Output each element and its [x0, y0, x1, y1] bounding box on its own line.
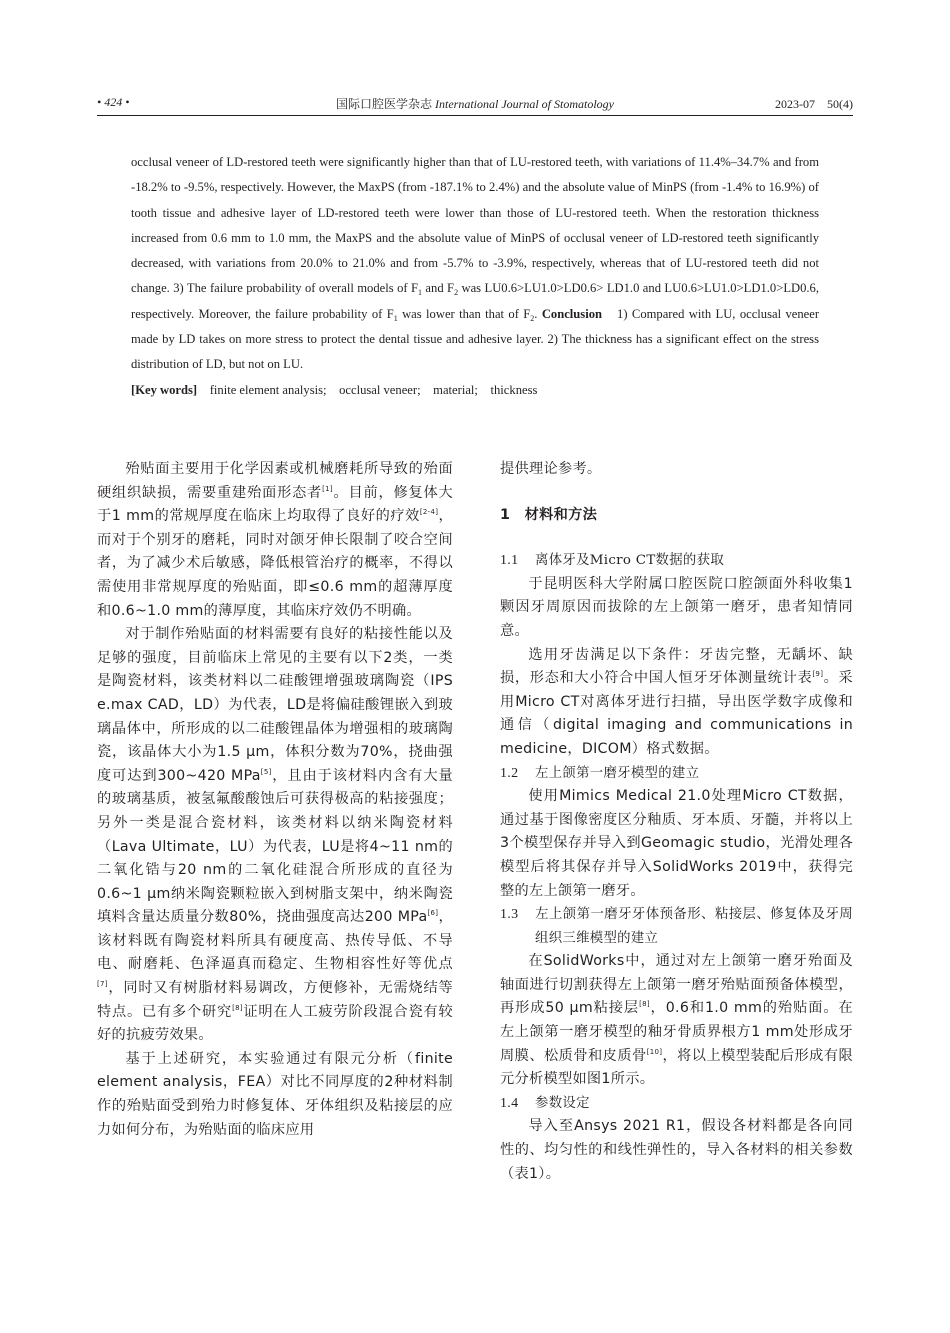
paragraph-1-1: 于昆明医科大学附属口腔医院口腔颌面外科收集1颗因牙周原因而拔除的左上颌第一磨牙，患者知情同意。 — [500, 575, 853, 639]
intro-paragraph-1: 殆贴面主要用于化学因素或机械磨耗所导致的殆面硬组织缺损，需要重建殆面形态者[1]。目前，修复体大于1 mm的常规厚度在临床上均取得了良好的疗效[2-4]，而对于个别牙的磨耗，同时对颌牙伸长限制了咬合空间者，为了减少术后敏感，降低根管治疗的概率，不得以需使用非常规厚度的殆贴面，即≤0.6 mm的超薄厚度和0.6~1.0 mm的薄厚度，其临床疗效仍不明确。 — [97, 461, 453, 619]
subsection-heading-1-1: 1.1 离体牙及Micro CT数据的获取 — [500, 553, 725, 569]
citation: [1] — [322, 484, 333, 493]
abstract-results-paragraph: occlusal veneer of LD-restored teeth were significantly higher than that of LU-restored teeth, with variations of 11.4%–34.7% and from -18.2% to -9.5%, respectively. However, the MaxPS (from -187.1% to 2.4%) and the absolute value of MinPS (from -1.4% to 16.9%) of tooth tissue and adhesive layer of LD-restored teeth were lower than those of LU-restored teeth. When the restoration thickness increased from 0.6 mm to 1.0 mm, the MaxPS and the absolute value of MinPS of occlusal veneer of LD-restored teeth significantly decreased, with variations from 20.0% to 21.0% and from -5.7% to -3.9%, respectively, whereas that of LU-restored teeth did not change. 3) The failure probability of overall models of $F_1$ and $F_2$ was LU0.6>LU1.0>LD0.6> LD1.0 and LU0.6>LU1.0>LD1.0>LD0.6, respectively. Moreover, the failure probability of $F_1$ was lower than that of $F_2$. Conclusion 1) Compared with LU, occlusal veneer made by LD takes on more stress to protect the dental tissue and adhesive layer. 2) The thickness has a significant effect on the stress distribution of LD, but not on LU. — [131, 155, 820, 372]
journal-title — [97, 95, 853, 112]
citation: [8] — [639, 1000, 650, 1009]
header-rule — [97, 115, 853, 116]
keywords-label: [Key words] — [131, 382, 198, 397]
intro-paragraph-3: 基于上述研究，本实验通过有限元分析（finite element analysis，FEA）对比不同厚度的2种材料制作的殆贴面受到殆力时修复体、牙体组织及粘接层的应力如何分布，为殆贴面的临床应用 — [97, 1050, 453, 1138]
citation: [9] — [812, 670, 824, 679]
journal-title-cn: 国际口腔医学杂志 — [335, 97, 432, 111]
journal-title-en: International Journal of Stomatology — [435, 97, 614, 111]
citation: [10] — [646, 1047, 663, 1056]
page-header — [97, 95, 853, 115]
section-heading-methods: 1 材料和方法 — [500, 506, 598, 523]
paragraph-1-4: 导入至Ansys 2021 R1，假设各材料都是各向同性的、均匀性的和线性弹性的，导入各材料的相关参数（表1）。 — [500, 1118, 853, 1182]
paragraph-1-2: 使用Mimics Medical 21.0处理Micro CT数据，通过基于图像密度区分釉质、牙本质、牙髓，并将以上3个模型保存并导入到Geomagic studio，光滑处理各模型后将其保存并导入SolidWorks 2019中，获得完整的左上颌第一磨牙。 — [500, 788, 853, 899]
page-number: • 424 • — [97, 95, 130, 109]
subsection-heading-1-3: 1.3 左上颌第一磨牙牙体预备形、粘接层、修复体及牙周组织三维模型的建立 — [500, 907, 853, 946]
citation: [7] — [97, 980, 108, 989]
intro-paragraph-2: 对于制作殆贴面的材料需要有良好的粘接性能以及足够的强度，目前临床上常见的主要有以下2类，一类是陶瓷材料，该类材料以二硅酸锂增强玻璃陶瓷（IPS e.max CAD，LD）为代表，LD是将偏硅酸锂嵌入到玻璃晶体中，所形成的以二硅酸锂晶体为增强相的玻璃陶瓷，该晶体大小为1.5 μm，体积分数为70%，挠曲强度可达到300~420 MPa[5]，且由于该材料内含有大量的玻璃基质，被氢氟酸酸蚀后可获得极高的粘接强度；另外一类是混合瓷材料，该类材料以纳米陶瓷材料（Lava Ultimate，LU）为代表，LU是将4~11 nm的二氧化锆与20 nm的二氧化硅混合所形成的直径为0.6~1 μm纳米陶瓷颗粒嵌入到树脂支架中，纳米陶瓷填料含量达质量分数80%，挠曲强度高达200 MPa[6]，该材料既有陶瓷材料所具有硬度高、热传导低、不导电、耐磨耗、色泽逼真而稳定、生物相容性好等优点[7]，同时又有树脂材料易调改，方便修补，无需烧结等特点。已有多个研究[8]证明在人工疲劳阶段混合瓷有较好的抗疲劳效果。 — [97, 626, 454, 1044]
citation: [2-4] — [419, 508, 439, 517]
left-column — [97, 458, 453, 1142]
paragraph-1-3: 在SolidWorks中，通过对左上颌第一磨牙殆面及轴面进行切割获得左上颌第一磨牙殆贴面预备体模型，再形成50 μm粘接层[8]，0.6和1.0 mm的殆贴面。在左上颌第一磨牙模型的釉牙骨质界根方1 mm处形成牙周膜、松质骨和皮质骨[10]，将以上模型装配后形成有限元分析模型如图1所示。 — [500, 953, 853, 1088]
keywords: [Key words] finite element analysis; occlusal veneer; material; thickness — [131, 382, 538, 397]
conclusion-label: Conclusion — [541, 306, 603, 321]
english-abstract — [131, 150, 819, 403]
paragraph-1-1b: 选用牙齿满足以下条件：牙齿完整，无龋坏、缺损，形态和大小符合中国人恒牙牙体测量统计表[9]。采用Micro CT对离体牙进行扫描，导出医学数字成像和通信（digital imaging and communications in medicine，DICOM）格式数据。 — [500, 646, 853, 757]
citation: [8] — [232, 1003, 243, 1012]
citation: [5] — [260, 767, 272, 776]
issue-date: 2023-07 50(4) — [775, 97, 853, 111]
intro-paragraph-3-end: 提供理论参考。 — [500, 461, 602, 477]
citation: [6] — [427, 909, 439, 918]
subsection-heading-1-2: 1.2 左上颌第一磨牙模型的建立 — [500, 765, 700, 781]
subsection-heading-1-4: 1.4 参数设定 — [500, 1095, 590, 1111]
right-column — [500, 458, 853, 1186]
